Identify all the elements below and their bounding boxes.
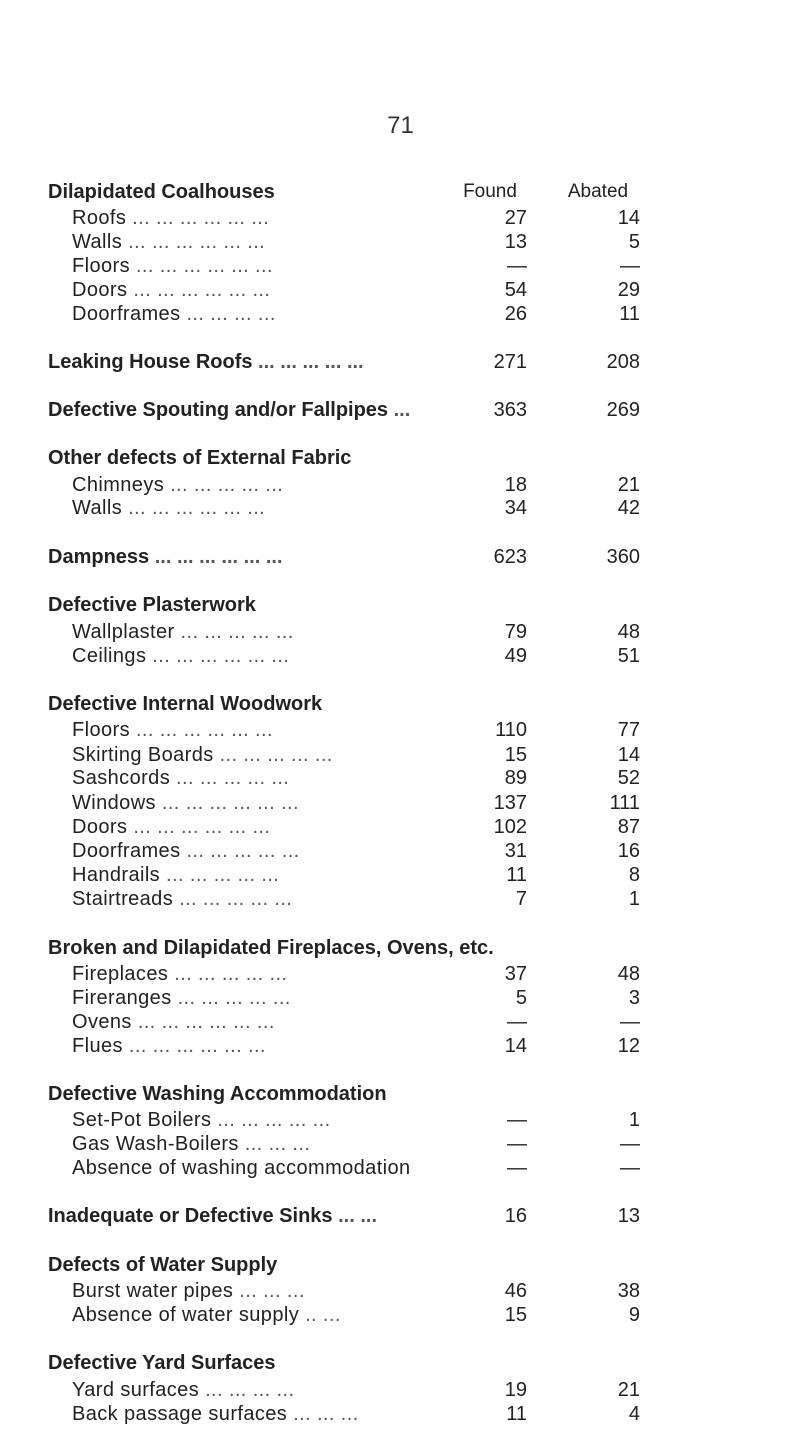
heading-label (48, 592, 256, 618)
leader-dots: ... ... ... ... (199, 1379, 295, 1401)
abated-value: 4 (628, 1403, 640, 1425)
table-row (0, 765, 801, 791)
label-text: Walls (72, 231, 123, 253)
table-row (0, 619, 801, 645)
row-label (72, 961, 287, 987)
abated-value: 21 (617, 474, 640, 496)
found-value: — (507, 1011, 527, 1033)
leader-dots: ... ... ... ... ... (180, 840, 300, 862)
label-text: Dampness (48, 546, 150, 568)
table-row (0, 961, 801, 987)
label-text: Defective Internal Woodwork (48, 693, 323, 715)
section-heading (0, 1203, 801, 1229)
table-row (0, 229, 801, 255)
found-value: 363 (493, 399, 527, 421)
row-label (72, 229, 265, 255)
label-text: Defective Washing Accommodation (48, 1083, 387, 1105)
abated-value: 1 (628, 1109, 640, 1131)
leader-dots: ... ... ... ... ... ... (149, 546, 283, 568)
abated-value: 5 (628, 231, 640, 253)
found-value: 34 (504, 497, 527, 519)
leader-dots: ... ... ... ... ... ... (127, 279, 271, 301)
label-text: Stairtreads (72, 888, 174, 910)
row-label (72, 814, 270, 840)
found-value: 16 (504, 1205, 527, 1227)
abated-value: 12 (617, 1035, 640, 1057)
label-text: Back passage surfaces (72, 1403, 288, 1425)
abated-value: 16 (617, 840, 640, 862)
heading-label (48, 397, 410, 423)
label-text: Set-Pot Boilers (72, 1109, 212, 1131)
label-text: Flues (72, 1035, 123, 1057)
row-label (72, 277, 270, 303)
found-value: 27 (504, 207, 527, 229)
row-label (72, 643, 289, 669)
row-label (72, 253, 273, 279)
found-value: 271 (493, 351, 527, 373)
label-text: Burst water pipes (72, 1280, 234, 1302)
leader-dots: ... ... ... ... ... ... (126, 207, 270, 229)
table-row (0, 1302, 801, 1328)
heading-label (48, 179, 275, 205)
abated-value: 38 (617, 1280, 640, 1302)
row-label (72, 1302, 341, 1328)
row-label (72, 205, 269, 231)
abated-value: 42 (617, 497, 640, 519)
abated-value: 208 (606, 351, 640, 373)
label-text: Walls (72, 497, 123, 519)
abated-value: 14 (617, 744, 640, 766)
abated-value: 8 (628, 864, 640, 886)
found-value: 110 (495, 719, 527, 741)
leader-dots: ... ... ... ... (180, 303, 276, 325)
section-heading (0, 1252, 801, 1278)
label-text: Defects of Water Supply (48, 1254, 278, 1276)
section-heading (0, 179, 801, 205)
label-text: Gas Wash-Boilers (72, 1133, 239, 1155)
leader-dots: ... ... ... ... ... (174, 621, 294, 643)
abated-value: 87 (617, 816, 640, 838)
table-row (0, 643, 801, 669)
leader-dots: ... ... ... ... ... ... (127, 816, 271, 838)
abated-value: 13 (617, 1205, 640, 1227)
label-text: Doors (72, 816, 128, 838)
found-value: 15 (504, 1304, 527, 1326)
heading-label (48, 349, 364, 375)
leader-dots: ... ... ... (238, 1133, 311, 1155)
leader-dots: ... ... ... ... ... (168, 963, 288, 985)
found-value: 13 (504, 231, 527, 253)
row-label (72, 790, 299, 816)
row-label (72, 1009, 275, 1035)
found-value: 19 (504, 1379, 527, 1401)
label-text: Wallplaster (72, 621, 175, 643)
table-row (0, 1009, 801, 1035)
row-label (72, 765, 289, 791)
abated-value: 111 (609, 792, 640, 814)
found-value: 11 (506, 864, 527, 886)
table-row (0, 253, 801, 279)
row-label (72, 1131, 310, 1157)
found-value: 31 (504, 840, 527, 862)
abated-value: 51 (617, 645, 640, 667)
leader-dots: ... ... ... (233, 1280, 305, 1302)
leader-dots: ... ... ... ... ... (170, 767, 290, 789)
leader-dots: ... ... ... ... ... (211, 1109, 331, 1131)
found-value: 26 (504, 303, 527, 325)
label-text: Ovens (72, 1011, 132, 1033)
section-heading (0, 691, 801, 717)
leader-dots: ... ... ... ... ... (160, 864, 280, 886)
leader-dots: ... (388, 399, 411, 421)
label-text: Defective Plasterwork (48, 594, 256, 616)
table-row (0, 838, 801, 864)
label-text: Inadequate or Defective Sinks (48, 1205, 333, 1227)
section-heading (0, 445, 801, 471)
abated-value: 360 (606, 546, 640, 568)
label-text: Fireplaces (72, 963, 169, 985)
label-text: Doors (72, 279, 128, 301)
found-value: — (507, 1157, 527, 1179)
section-heading (0, 397, 801, 423)
table-row (0, 814, 801, 840)
table-row (0, 205, 801, 231)
section-heading (0, 592, 801, 618)
leader-dots: ... ... ... ... ... (164, 474, 284, 496)
abated-value: 9 (628, 1304, 640, 1326)
label-text: Defective Spouting and/or Fallpipes (48, 399, 389, 421)
found-value: — (507, 1109, 527, 1131)
abated-value: — (620, 1157, 640, 1179)
abated-value: 3 (628, 987, 640, 1009)
table-row (0, 277, 801, 303)
found-value: 37 (504, 963, 527, 985)
heading-label (48, 544, 283, 570)
label-text: Leaking House Roofs (48, 351, 253, 373)
label-text: Fireranges (72, 987, 172, 1009)
leader-dots: .. ... (299, 1304, 341, 1326)
row-label (72, 886, 292, 912)
label-text: Defective Yard Surfaces (48, 1352, 276, 1374)
leader-dots: ... ... ... ... ... ... (131, 1011, 275, 1033)
section-heading (0, 935, 801, 961)
leader-dots: ... ... ... ... ... (213, 744, 333, 766)
table-row (0, 495, 801, 521)
leader-dots: ... ... ... ... ... ... (146, 645, 290, 667)
leader-dots: ... ... ... ... ... ... (155, 792, 299, 814)
row-label (72, 301, 276, 327)
heading-label (48, 445, 351, 471)
table-row (0, 862, 801, 888)
found-value: 11 (506, 1403, 527, 1425)
found-value: — (507, 255, 527, 277)
found-value: 54 (504, 279, 527, 301)
label-text: Sashcords (72, 767, 171, 789)
row-label (72, 985, 291, 1011)
leader-dots: ... ... ... (287, 1403, 359, 1425)
abated-value: 1 (628, 888, 640, 910)
found-value: 15 (504, 744, 527, 766)
abated-value: 21 (617, 1379, 640, 1401)
heading-label (48, 691, 322, 717)
label-text: Broken and Dilapidated Fireplaces, Ovens, etc. (48, 937, 494, 959)
leader-dots: ... ... ... ... ... ... (122, 231, 266, 253)
leader-dots: ... ... ... ... ... (173, 888, 293, 910)
row-label (72, 717, 273, 743)
leader-dots: ... ... ... ... ... (252, 351, 364, 373)
found-value: — (507, 1133, 527, 1155)
abated-value: 48 (617, 621, 640, 643)
heading-label (48, 1252, 277, 1278)
found-value: 102 (493, 816, 527, 838)
row-label (72, 1377, 294, 1403)
found-value: 5 (515, 987, 527, 1009)
row-label (72, 495, 265, 521)
label-text: Doorframes (72, 303, 181, 325)
section-heading (0, 1081, 801, 1107)
found-value: 49 (504, 645, 527, 667)
heading-label (48, 1203, 377, 1229)
abated-value: 11 (619, 303, 640, 325)
found-value: 137 (493, 792, 527, 814)
label-text: Doorframes (72, 840, 181, 862)
leader-dots: ... ... (332, 1205, 377, 1227)
found-value: 18 (504, 474, 527, 496)
label-text: Windows (72, 792, 156, 814)
label-text: Floors (72, 719, 130, 741)
leader-dots: ... ... ... ... ... (171, 987, 291, 1009)
table-row (0, 1107, 801, 1133)
section-heading (0, 544, 801, 570)
section-heading (0, 349, 801, 375)
row-label (72, 838, 300, 864)
abated-value: — (620, 255, 640, 277)
label-text: Other defects of External Fabric (48, 447, 352, 469)
label-text: Handrails (72, 864, 161, 886)
found-value: 79 (504, 621, 527, 643)
heading-label (48, 935, 494, 961)
abated-value: 29 (617, 279, 640, 301)
row-label (72, 1107, 331, 1133)
leader-dots: ... ... ... ... ... ... (129, 255, 273, 277)
label-text: Roofs (72, 207, 127, 229)
label-text: Absence of water supply (72, 1304, 300, 1326)
found-value: 623 (493, 546, 527, 568)
section-heading (0, 1350, 801, 1376)
found-value: 46 (504, 1280, 527, 1302)
abated-value: 269 (606, 399, 640, 421)
row-label (72, 1155, 411, 1181)
table-row (0, 1033, 801, 1059)
table-row (0, 717, 801, 743)
abated-value: 77 (617, 719, 640, 741)
column-header-abated: Abated (567, 181, 629, 202)
table-row (0, 790, 801, 816)
label-text: Absence of washing accommodation (72, 1157, 411, 1179)
page-number: 71 (387, 112, 414, 139)
abated-value: 52 (617, 767, 640, 789)
abated-value: 48 (617, 963, 640, 985)
label-text: Dilapidated Coalhouses (48, 181, 275, 203)
table-row (0, 1278, 801, 1304)
row-label (72, 619, 294, 645)
table-row (0, 886, 801, 912)
label-text: Skirting Boards (72, 744, 214, 766)
table-row (0, 1377, 801, 1403)
found-value: 14 (504, 1035, 527, 1057)
found-value: 7 (515, 888, 527, 910)
row-label (72, 1033, 266, 1059)
heading-label (48, 1081, 387, 1107)
leader-dots: ... ... ... ... ... ... (122, 497, 266, 519)
found-value: 89 (504, 767, 527, 789)
table-row (0, 1155, 801, 1181)
table-row (0, 301, 801, 327)
abated-value: — (620, 1011, 640, 1033)
label-text: Ceilings (72, 645, 147, 667)
abated-value: 14 (617, 207, 640, 229)
heading-label (48, 1350, 276, 1376)
column-header-found: Found (463, 181, 517, 202)
row-label (72, 1278, 305, 1304)
table-row (0, 1131, 801, 1157)
table-row (0, 1401, 801, 1427)
abated-value: — (620, 1133, 640, 1155)
row-label (72, 1401, 359, 1427)
label-text: Floors (72, 255, 130, 277)
label-text: Chimneys (72, 474, 165, 496)
row-label (72, 862, 279, 888)
label-text: Yard surfaces (72, 1379, 200, 1401)
table-row (0, 985, 801, 1011)
leader-dots: ... ... ... ... ... ... (122, 1035, 266, 1057)
leader-dots: ... ... ... ... ... ... (129, 719, 273, 741)
